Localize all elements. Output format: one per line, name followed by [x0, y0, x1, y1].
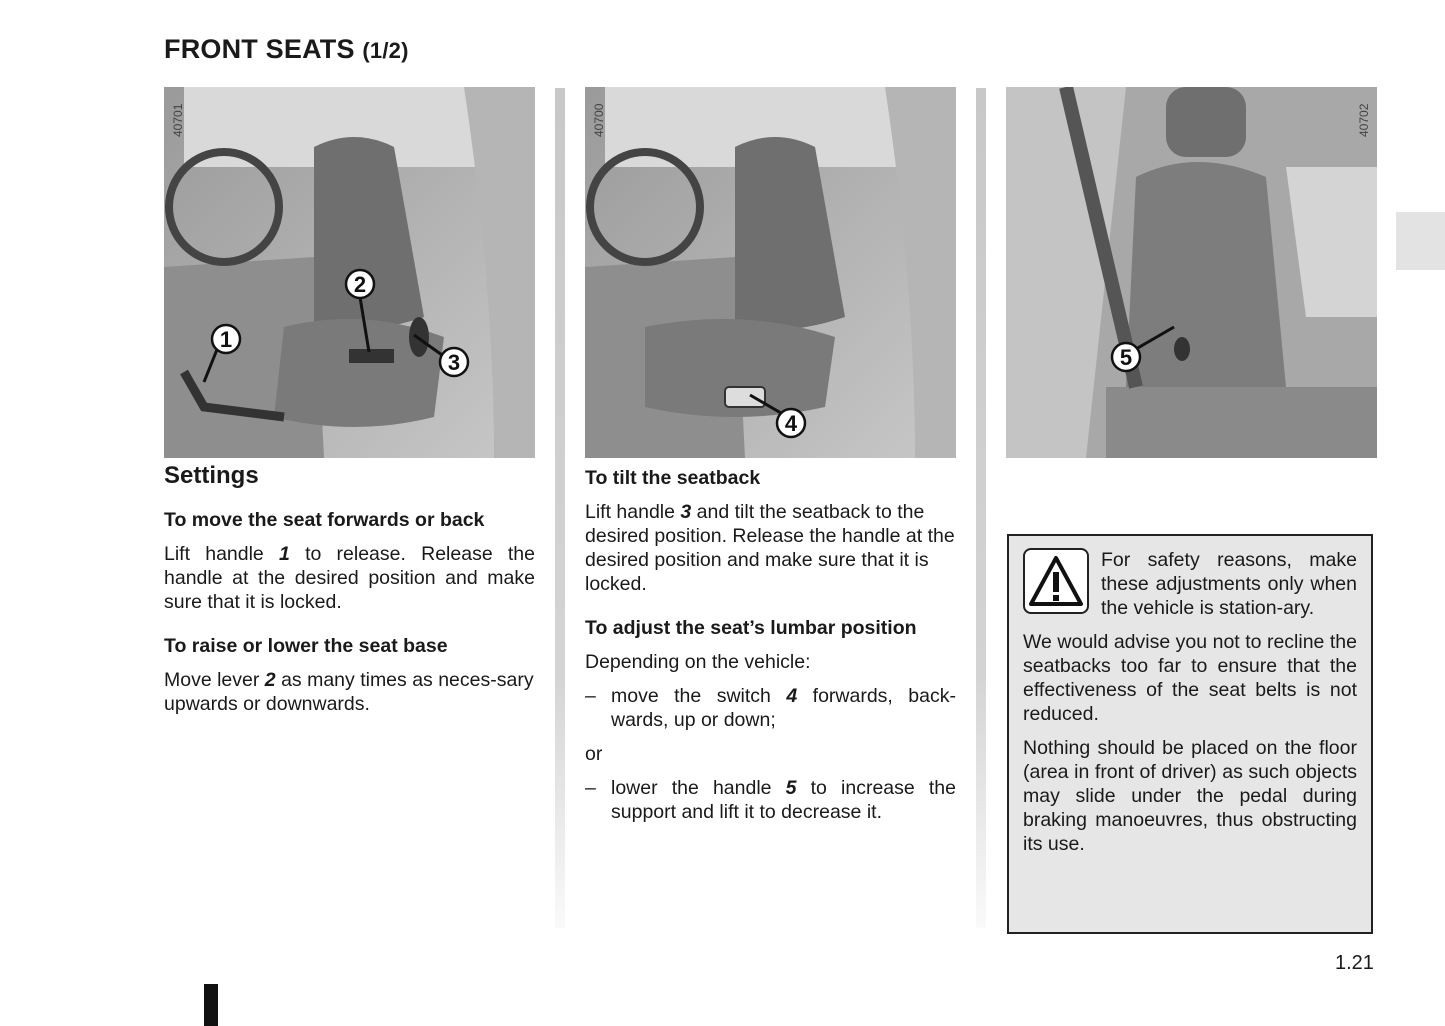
page-title: FRONT SEATS (1/2) [164, 34, 409, 64]
subheading-move-seat: To move the seat forwards or back [164, 509, 485, 531]
paragraph: Lift handle 1 to release. Release the handle at the desired position and make sure that it is locked. [164, 543, 535, 613]
callout-5: 5 [1119, 345, 1133, 370]
paragraph: or [585, 743, 603, 765]
seat-photo-1 [164, 87, 535, 458]
warning-paragraph: Nothing should be placed on the floor (area in front of driver) as such objects may slide under the pedal during braking manoeuvres, thus obstructing its use. [1023, 737, 1357, 855]
subheading-raise-seat: To raise or lower the seat base [164, 635, 448, 657]
column-separator [555, 88, 565, 928]
callout-4: 4 [784, 411, 798, 436]
callout-3: 3 [447, 350, 461, 375]
paragraph: Lift handle 3 and tilt the seatback to the desired position. Release the handle at the desired position and make sure that it is locked. [585, 501, 955, 595]
paragraph: Move lever 2 as many times as neces-sary upwards or downwards. [164, 669, 534, 715]
callout-1: 1 [219, 327, 233, 352]
section-tab [1396, 212, 1445, 270]
list-item: – lower the handle 5 to increase the support and lift it to decrease it. [585, 777, 956, 823]
subheading-tilt-seatback: To tilt the seatback [585, 467, 761, 489]
paragraph: Depending on the vehicle: [585, 651, 811, 673]
figure-code: 40702 [1357, 103, 1371, 137]
warning-triangle-icon [1023, 548, 1089, 614]
middle-column [585, 466, 956, 824]
figure-code: 40701 [171, 103, 185, 137]
column-separator [976, 88, 986, 928]
figure-code: 40700 [592, 103, 606, 137]
left-column [164, 464, 535, 716]
callout-2: 2 [353, 272, 367, 297]
warning-box [1007, 534, 1373, 934]
seat-photo-2 [585, 87, 956, 458]
list-item: – move the switch 4 forwards, back-wards, up or down; [585, 685, 956, 731]
warning-paragraph: We would advise you not to recline the seatbacks too far to ensure that the effectiveness of the seat belts is not reduced. [1023, 631, 1357, 725]
margin-bar [204, 984, 218, 1026]
warning-paragraph: For safety reasons, make these adjustments only when the vehicle is station-ary. [1101, 549, 1357, 619]
subheading-lumbar: To adjust the seat’s lumbar position [585, 617, 917, 639]
page-number: 1.21 [1335, 952, 1374, 974]
settings-heading: Settings [164, 462, 259, 489]
seat-photo-3 [1006, 87, 1377, 458]
